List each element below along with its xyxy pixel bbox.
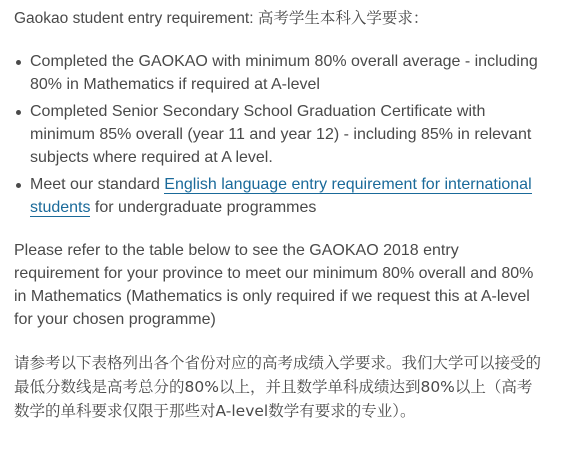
requirements-list [14, 50, 547, 219]
bullet-icon [16, 60, 21, 65]
list-item [14, 173, 547, 219]
requirement-text: Completed the GAOKAO with minimum 80% overall average - including 80% in Mathematics if required at A-level [30, 53, 538, 93]
list-item [14, 100, 547, 169]
requirement-prefix: Meet our standard [30, 176, 165, 193]
bullet-icon [16, 183, 21, 188]
requirement-text: Completed Senior Secondary School Graduation Certificate with minimum 85% overall (year 11 and year 12) - including 85% in relevant subjects where required at A level. [30, 103, 532, 166]
bullet-icon [16, 110, 21, 115]
list-item [14, 50, 547, 96]
gaokao-table-paragraph: Please refer to the table below to see the GAOKAO 2018 entry requirement for your province to meet our minimum 80% overall and 80% in Mathematics (Mathematics is only required if we request this at A-level for your chosen programme) [14, 242, 534, 328]
gaokao-table-paragraph-chinese: 请参考以下表格列出各个省份对应的高考成绩入学要求。我们大学可以接受的最低分数线是高考总分的80%以上，并且数学单科成绩达到80%以上（高考数学的单科要求仅限于那些对A-level数学有要求的专业）。 [14, 354, 542, 420]
requirement-suffix: for undergraduate programmes [90, 199, 317, 216]
english-language-requirement-link[interactable]: English language entry requirement for international students [30, 176, 532, 216]
intro-heading: Gaokao student entry requirement: 高考学生本科入学要求： [14, 10, 429, 27]
